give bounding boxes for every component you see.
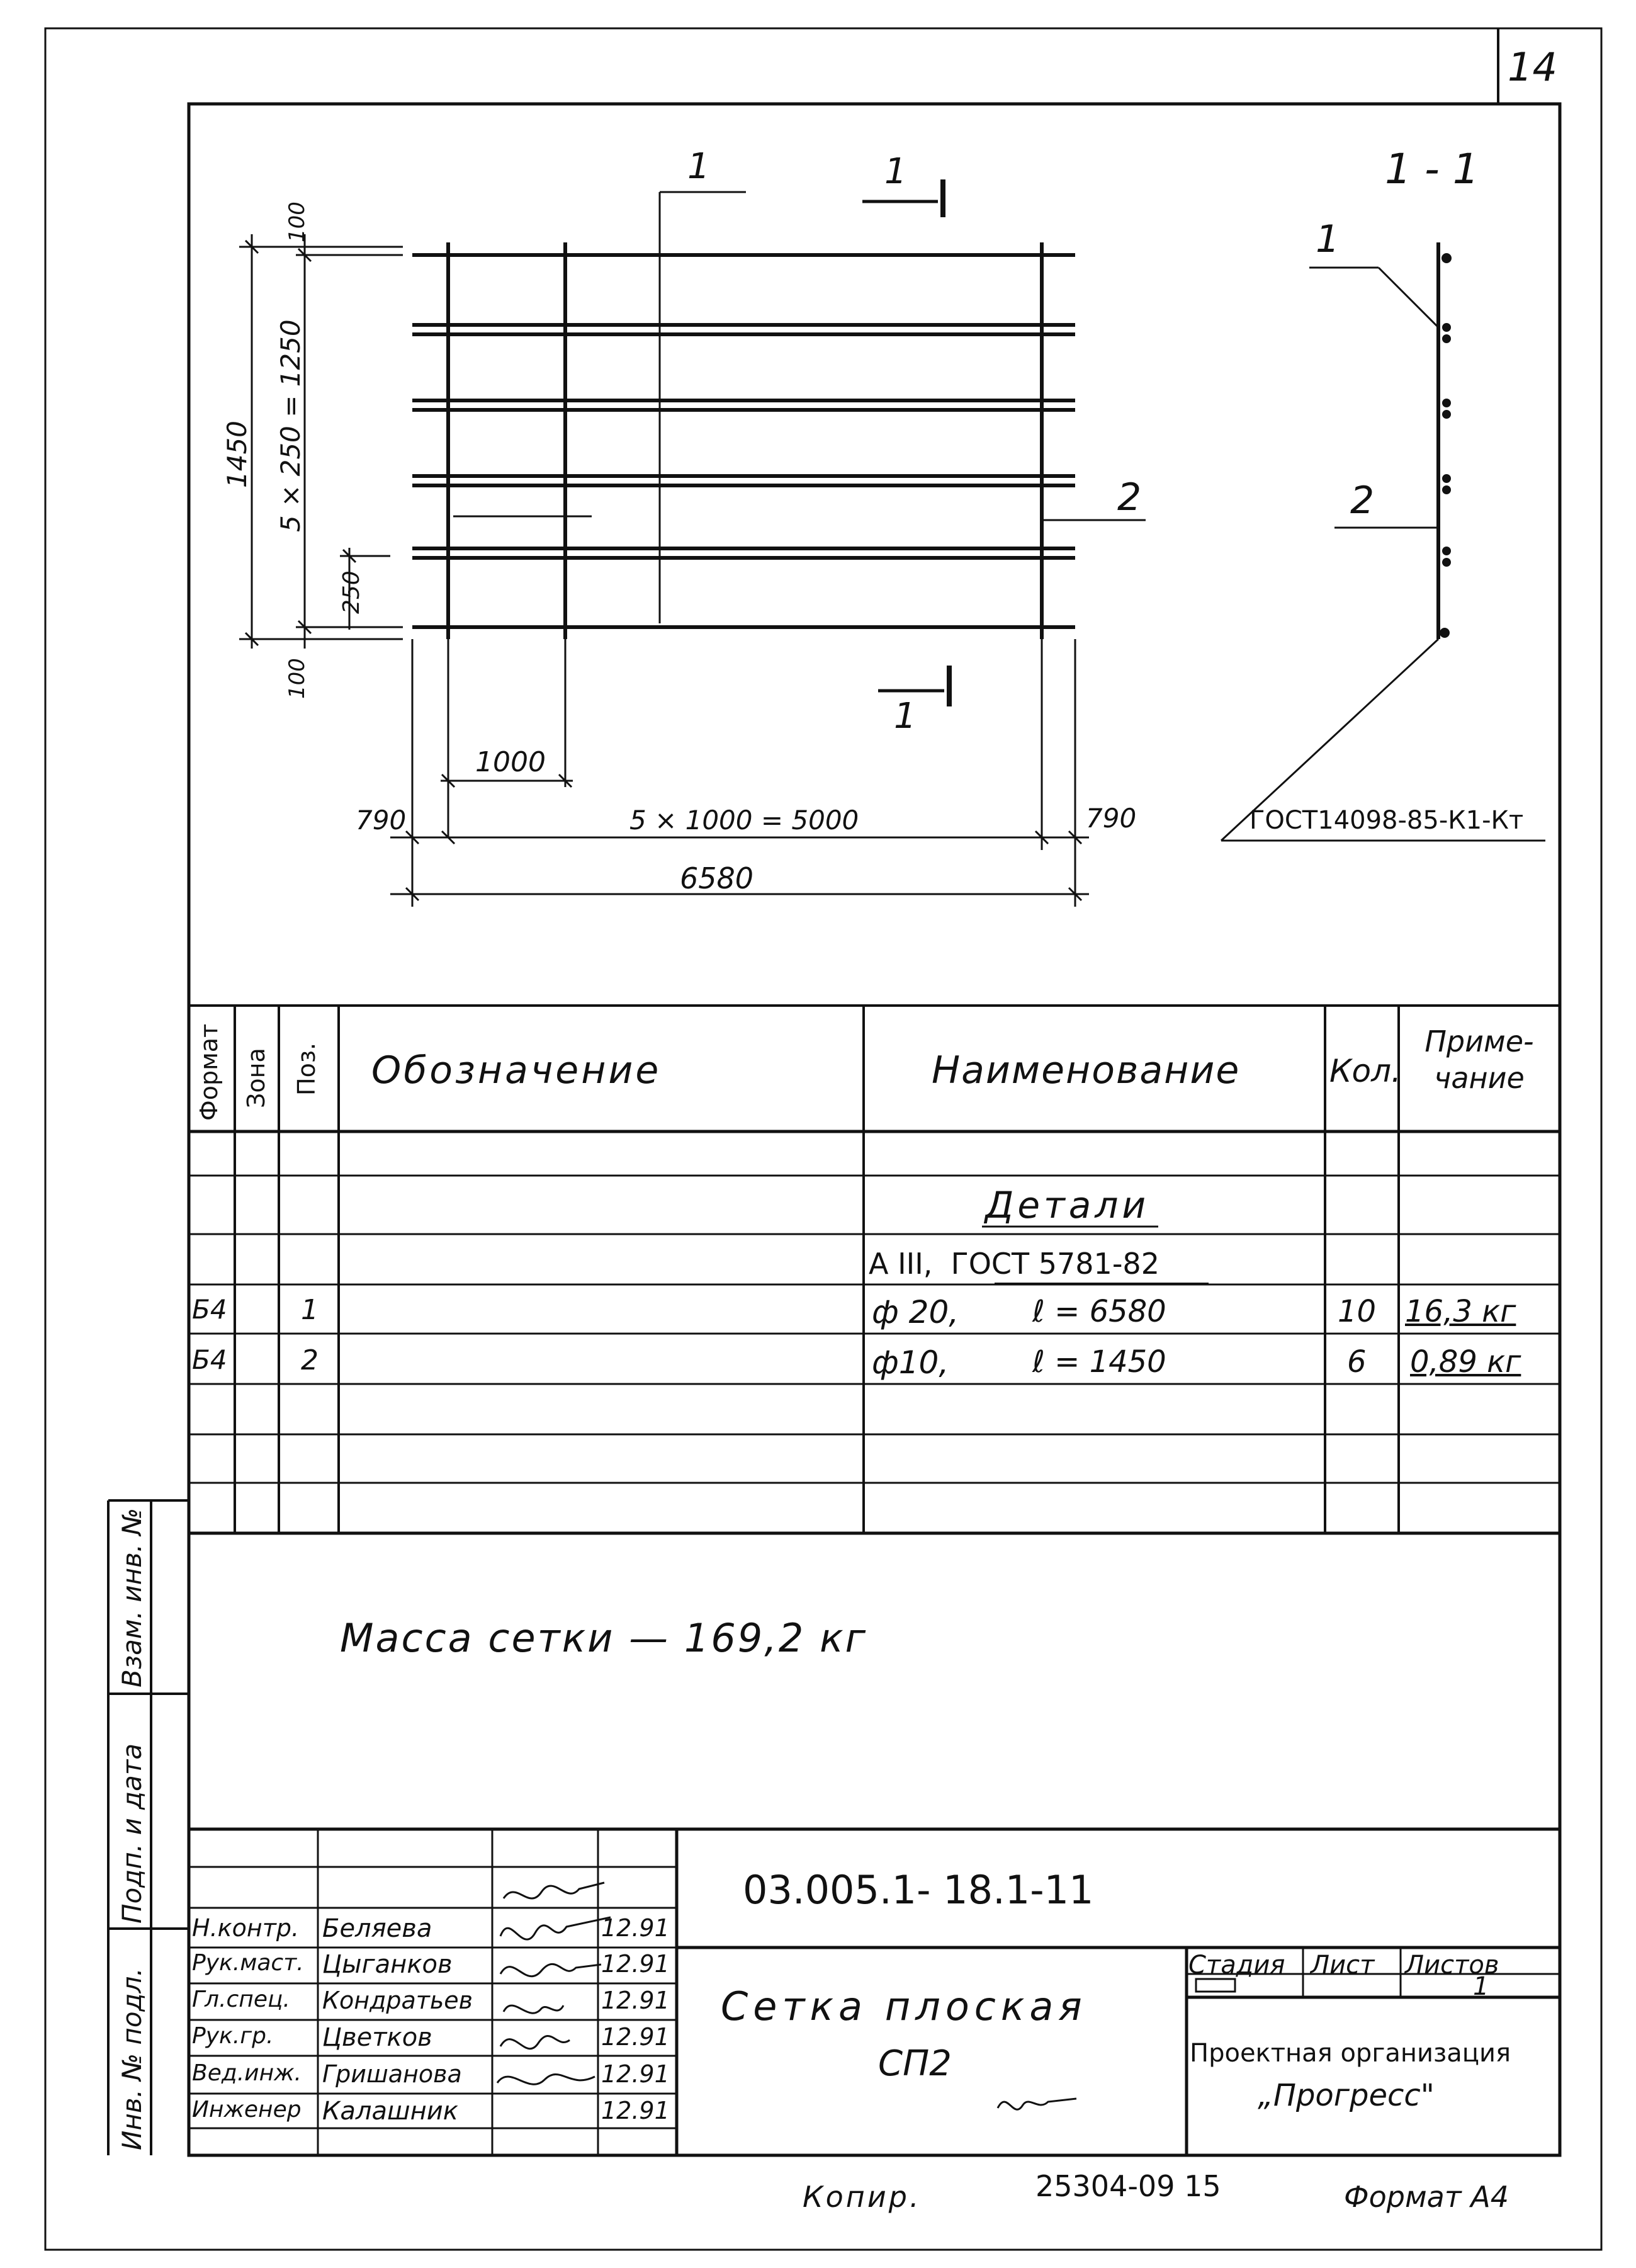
dim-5x1000: 5 × 1000 = 5000 xyxy=(629,805,859,836)
header-qty: Кол. xyxy=(1329,1053,1401,1089)
tb-role-4: Вед.инж. xyxy=(192,2060,302,2086)
header-pos: Поз. xyxy=(293,1042,320,1096)
row2-note: 0,89 кг xyxy=(1410,1344,1521,1380)
section-title-details: Детали xyxy=(985,1184,1150,1227)
sheet-label: Лист xyxy=(1311,1951,1375,1980)
dim-1450: 1450 xyxy=(222,421,252,488)
row1-name: ф 20, xyxy=(872,1294,959,1330)
tb-name-5: Калашник xyxy=(322,2097,458,2126)
leader-label-pos2: 2 xyxy=(1117,475,1142,519)
drawing-title: Сетка плоская xyxy=(721,1983,1087,2029)
section-leader-pos1: 1 xyxy=(1316,217,1340,261)
sheets-label: Листов xyxy=(1405,1951,1499,1980)
dim-790-right: 790 xyxy=(1086,803,1137,834)
dim-100-bottom: 100 xyxy=(285,658,310,699)
header-note: Приме-чание xyxy=(1424,1024,1534,1095)
dim-250: 250 xyxy=(339,570,364,614)
section-leader-pos2: 2 xyxy=(1350,479,1375,523)
dim-100-top: 100 xyxy=(285,201,310,242)
tb-date-4: 12.91 xyxy=(601,2060,670,2088)
mass-note: Масса сетки — 169,2 кг xyxy=(340,1615,868,1661)
tb-date-0: 12.91 xyxy=(601,1914,670,1942)
tb-role-1: Рук.маст. xyxy=(192,1950,304,1976)
tb-date-3: 12.91 xyxy=(601,2023,670,2051)
tb-role-3: Рук.гр. xyxy=(192,2023,274,2049)
row1-format: Б4 xyxy=(192,1294,227,1325)
material-spec: А III, ГОСТ 5781-82 xyxy=(869,1247,1159,1281)
tb-name-0: Беляева xyxy=(322,1914,432,1943)
tb-name-3: Цветков xyxy=(322,2023,432,2052)
section-title: 1 - 1 xyxy=(1385,145,1479,193)
section-mark-bottom: 1 xyxy=(894,696,917,737)
footer-kopir: Копир. xyxy=(803,2180,922,2214)
row1-qty: 10 xyxy=(1338,1294,1377,1329)
row2-format: Б4 xyxy=(192,1344,227,1375)
organization-line1: Проектная организация xyxy=(1190,2039,1511,2068)
tb-role-0: Н.контр. xyxy=(192,1914,300,1942)
row2-name: ф10, xyxy=(872,1344,949,1381)
tb-role-2: Гл.спец. xyxy=(192,1987,290,2012)
tb-date-2: 12.91 xyxy=(601,1987,670,2014)
tb-name-4: Гришанова xyxy=(322,2060,462,2088)
dim-1000: 1000 xyxy=(475,746,546,778)
dim-790-left: 790 xyxy=(356,805,407,836)
header-designation: Обозначение xyxy=(371,1048,662,1092)
tb-name-1: Цыганков xyxy=(322,1950,453,1979)
stamp-vzam: Взам. инв. № xyxy=(116,1507,147,1687)
header-zone: Зона xyxy=(242,1048,270,1108)
footer-doc-number: 25304-09 15 xyxy=(1035,2169,1221,2203)
leader-label-pos1: 1 xyxy=(687,146,710,187)
section-mark-top: 1 xyxy=(884,151,907,192)
header-format: Формат xyxy=(195,1023,223,1121)
weld-note: ГОСТ14098-85-К1-Кт xyxy=(1250,806,1524,835)
organization-line2: „Прогресс" xyxy=(1258,2078,1435,2113)
sheet-number: 14 xyxy=(1508,44,1557,90)
header-name: Наименование xyxy=(932,1048,1241,1092)
row1-note: 16,3 кг xyxy=(1405,1294,1516,1329)
stamp-inv: Инв. № подл. xyxy=(116,1968,147,2150)
drawing-subtitle: СП2 xyxy=(878,2043,952,2084)
row1-length: ℓ = 6580 xyxy=(1032,1294,1166,1329)
stamp-podp: Подп. и дата xyxy=(116,1743,147,1924)
footer-format: Формат А4 xyxy=(1344,2180,1509,2214)
tb-role-5: Инженер xyxy=(192,2097,302,2123)
row1-pos: 1 xyxy=(301,1294,319,1326)
tb-date-5: 12.91 xyxy=(601,2097,670,2124)
dim-5x250: 5 × 250 = 1250 xyxy=(275,319,306,532)
dim-6580: 6580 xyxy=(680,861,754,895)
row2-qty: 6 xyxy=(1347,1344,1367,1380)
tb-name-2: Кондратьев xyxy=(322,1987,473,2014)
row2-length: ℓ = 1450 xyxy=(1032,1344,1166,1380)
stage-label: Стадия xyxy=(1188,1951,1285,1980)
row2-pos: 2 xyxy=(301,1344,319,1376)
document-code: 03.005.1- 18.1-11 xyxy=(743,1867,1094,1913)
tb-date-1: 12.91 xyxy=(601,1950,670,1978)
sheets-total: 1 xyxy=(1473,1972,1489,2001)
